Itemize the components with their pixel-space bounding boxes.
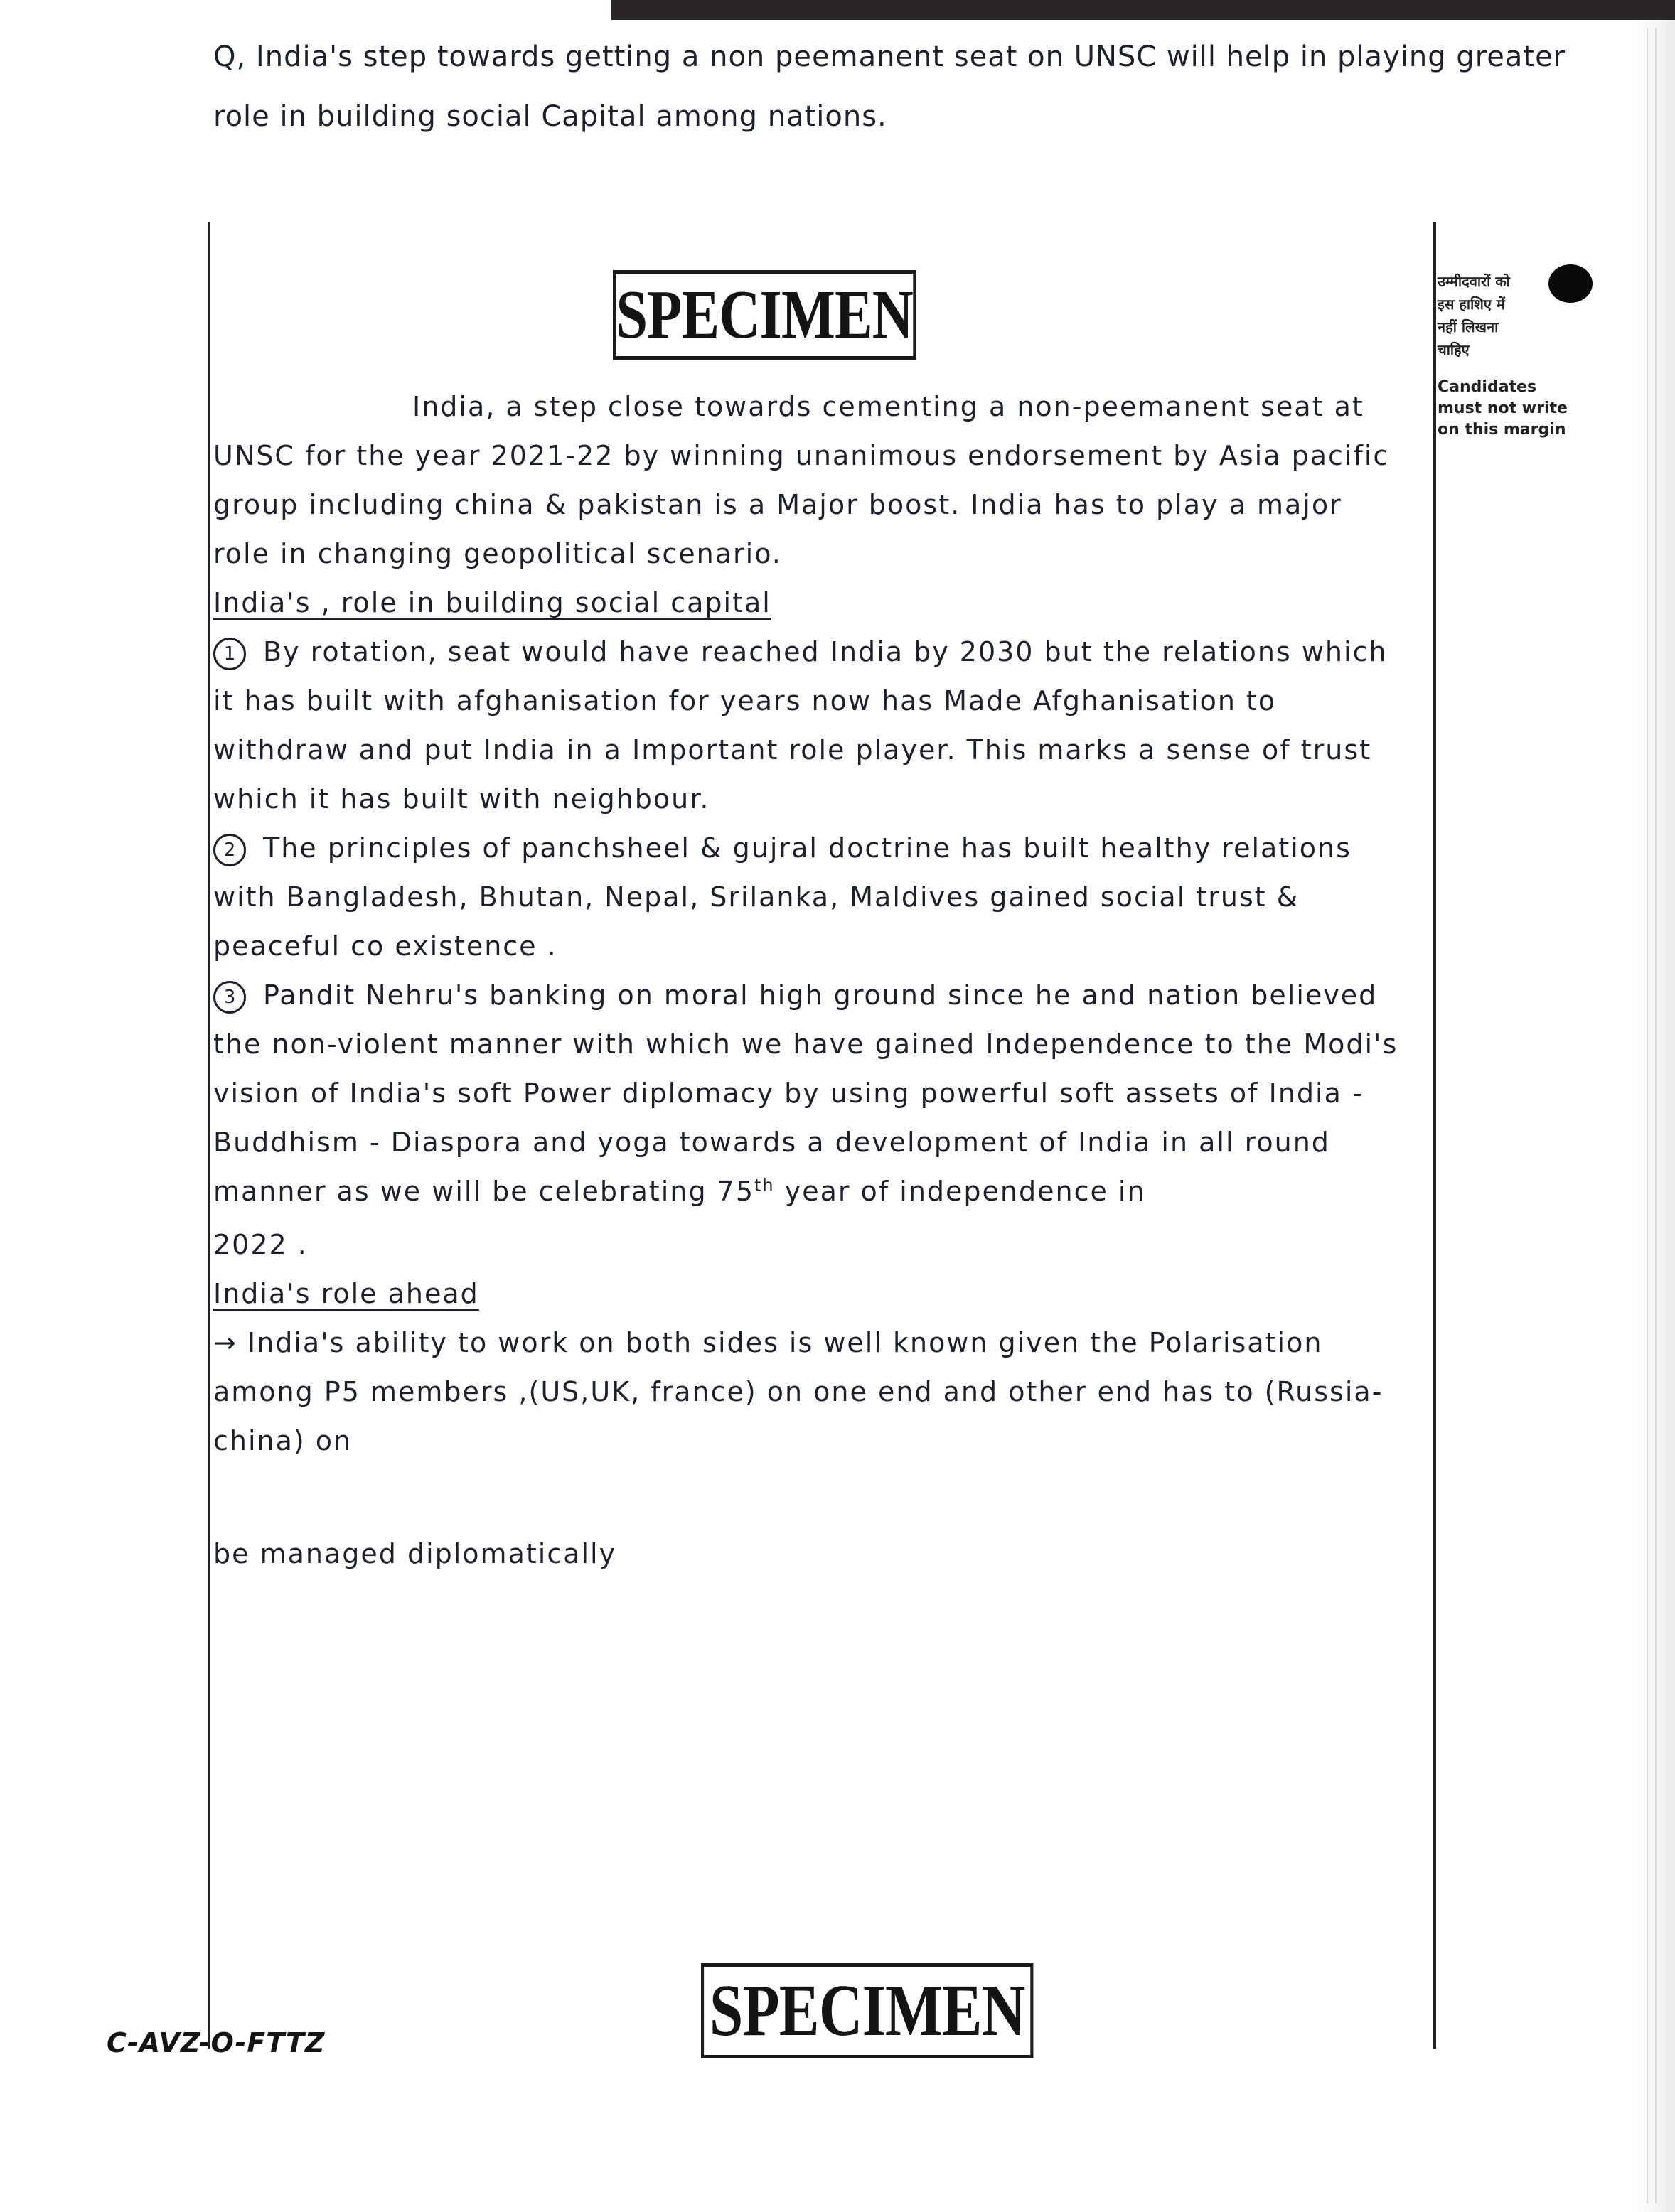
year-line: 2022 . (213, 1229, 308, 1260)
section-heading-role-ahead: India's role ahead (213, 1278, 479, 1309)
ordinal-suffix: th (754, 1175, 775, 1196)
point-text-tail: year of independence in (774, 1176, 1146, 1207)
point-number: 1 (213, 638, 246, 670)
point-text: By rotation, seat would have reached India by 2030 but the relations which it has built with afghanisation for years now has Made Afghanisation to withdraw and put India in a Important role player. This marks a sense of trust which it has built with neighbour. (213, 636, 1388, 815)
background-dark-strip (611, 0, 1675, 20)
ink-blot (1548, 264, 1593, 303)
answer-body (213, 382, 1408, 1579)
point-2 (213, 824, 1408, 971)
question-text: Q, India's step towards getting a non peemanent seat on UNSC will help in playing greater role in building social Capital among nations. (213, 41, 1566, 133)
final-line: be managed diplomatically (213, 1538, 617, 1569)
point-1 (213, 628, 1408, 824)
page-shadow (1632, 20, 1675, 2212)
point-text: The principles of panchsheel & gujral doctrine has built healthy relations with Bangladesh, Bhutan, Nepal, Srilanka, Maldives gained social trust & peaceful co existence . (213, 832, 1352, 962)
section-heading-social-capital: India's , role in building social capital (213, 587, 771, 618)
answer-intro: India, a step close towards cementing a non-peemanent seat at UNSC for the year 2021-22 by winning unanimous endorsement by Asia pacific group including china & pakistan is a Major boost. India has to play a major role in changing geopolitical scenario. (213, 391, 1390, 569)
page-edge-line (1655, 28, 1657, 2203)
last-paragraph: → India's ability to work on both sides is well known given the Polarisation among P5 members ,(US,UK, france) on one end and other end has to (Russia-china) on (213, 1327, 1384, 1456)
margin-instruction-english: Candidates must not write on this margin (1438, 378, 1568, 439)
margin-instruction-hindi: उम्मीदवारों को इस हाशिए में नहीं लिखना चाहिए (1438, 273, 1510, 358)
specimen-stamp-top: SPECIMEN (613, 270, 916, 360)
point-3 (213, 971, 1408, 1216)
booklet-code: C-AVZ-O-FTTZ (107, 2027, 326, 2058)
page-edge-line (1647, 28, 1648, 2203)
point-number: 2 (213, 834, 246, 866)
specimen-stamp-bottom: SPECIMEN (701, 1963, 1033, 2058)
point-text: Pandit Nehru's banking on moral high ground since he and nation believed the non-violent manner with which we have gained Independence to the Modi's vision of India's soft Power diplomacy by using powerful soft assets of India - Buddhism - Diaspora and yoga towards a development of India in all round manner as we will be celebrating 75 (213, 979, 1398, 1207)
point-number: 3 (213, 981, 246, 1014)
